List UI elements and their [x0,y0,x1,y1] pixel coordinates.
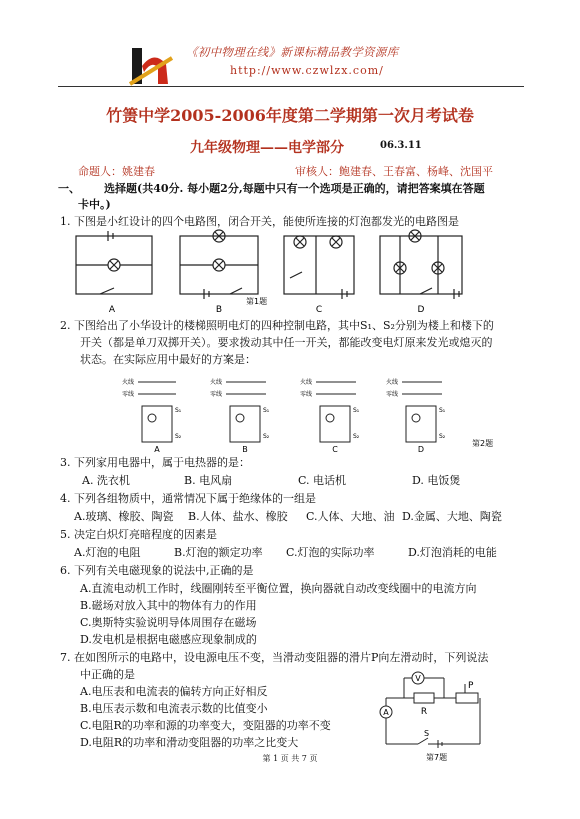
question-number: 1. [60,215,71,228]
wire-label-live: 火线 [210,379,223,386]
switch-label-s1: S₁ [439,407,446,414]
switch-label-s1: S₁ [263,407,270,414]
option-c: C.电阻R的功率和源的功率变大，变阻器的功率不变 [80,719,331,732]
question-5-text: 决定白炽灯亮暗程度的因素是 [74,528,217,541]
switch-label-s2: S₂ [353,433,360,440]
option-b: B. 电风扇 [184,474,233,487]
question-2-text-cont: 开关（都是单刀双掷开关）。要求拨动其中任一开关，都能改变电灯原来发光或熄灭的 [80,336,493,349]
figure-label-b: B [215,305,223,315]
question-2-text: 下图给出了小华设计的楼梯照明电灯的四种控制电路，其中S₁、S₂分别为楼上和楼下的 [74,319,494,332]
question-2-figure-caption: 第2题 [472,439,494,448]
question-number: 4. [60,492,71,505]
section-instructions-cont: 卡中。) [78,198,111,211]
wire-label-neutral: 零线 [122,391,135,398]
figure-label-a: A [154,445,160,454]
switch-label-s2: S₂ [439,433,446,440]
wire-label-live: 火线 [122,379,135,386]
question-7-figure-caption: 第7题 [426,753,448,762]
switch-label: S [424,729,430,738]
wire-label-live: 火线 [386,379,399,386]
question-1-figure [70,228,490,316]
option-b: B.人体、盐水、橡胶 [188,510,288,523]
option-d: D.电阻R的功率和滑动变阻器的功率之比变大 [80,736,299,749]
resistor-label: R [420,707,428,717]
section-instructions: 选择题(共40分. 每小题2分,每题中只有一个选项是正确的，请把答案填在答题 [104,182,485,195]
figure-label-d: D [417,305,425,315]
slider-label: P [468,681,474,691]
figure-label-b: B [242,445,248,454]
option-d: D.金属、大地、陶瓷 [402,510,502,523]
option-b: B.灯泡的额定功率 [174,546,263,559]
option-c: C.灯泡的实际功率 [286,546,375,559]
question-2-figure [120,372,520,456]
switch-label-s2: S₂ [175,433,182,440]
option-a: A.灯泡的电阻 [74,546,141,559]
option-a: A.电压表和电流表的偏转方向正好相反 [80,685,268,698]
exam-subtitle: 九年级物理——电学部分 [190,140,344,156]
question-4-text: 下列各组物质中，通常情况下属于绝缘体的一组是 [74,492,316,505]
switch-label-s1: S₁ [175,407,182,414]
option-d: D.发电机是根据电磁感应现象制成的 [80,633,257,646]
option-c: C.奥斯特实验说明导体周围存在磁场 [80,616,257,629]
option-a: A.玻璃、橡胶、陶瓷 [74,510,174,523]
question-number: 2. [60,319,71,332]
switch-label-s2: S₂ [263,433,270,440]
question-number: 7. [60,651,71,664]
exam-reviewers: 审核人：鲍建春、王春富、杨峰、沈国平 [295,165,493,178]
page-footer: 第 1 页 共 7 页 [262,754,318,763]
question-2-text-cont: 状态。在实际应用中最好的方案是： [80,353,256,366]
wire-label-neutral: 零线 [300,391,313,398]
option-b: B.电压表示数和电流表示数的比值变小 [80,702,268,715]
question-number: 6. [60,564,71,577]
question-6-text: 下列有关电磁现象的说法中,正确的是 [74,564,254,577]
exam-date: 06.3.11 [380,140,422,151]
ammeter-icon: A [383,708,389,717]
question-1-text: 下图是小红设计的四个电路图，闭合开关，能使所连接的灯泡都发光的电路图是 [74,215,459,228]
option-b: B.磁场对放入其中的物体有力的作用 [80,599,257,612]
header-divider [58,86,524,87]
figure-label-d: D [417,445,425,454]
option-d: D.灯泡消耗的电能 [408,546,497,559]
question-7-text: 在如图所示的电路中，设电源电压不变，当滑动变阻器的滑片P向左滑动时，下列说法 [74,651,489,664]
banner-url: http://www.czwlzx.com/ [230,64,384,77]
figure-label-c: C [332,445,338,454]
site-logo [128,44,176,90]
voltmeter-icon: V [415,674,421,683]
switch-label-s1: S₁ [353,407,360,414]
figure-label-c: C [315,305,323,315]
exam-title: 竹箦中学2005-2006年度第二学期第一次月考试卷 [106,106,474,125]
figure-label-a: A [108,305,116,315]
question-1-figure-caption: 第1题 [246,297,268,306]
wire-label-live: 火线 [300,379,313,386]
exam-setter: 命题人：姚建春 [78,165,155,178]
question-7-figure [370,670,500,762]
question-number: 5. [60,528,71,541]
option-d: D. 电饭煲 [412,474,461,487]
section-number: 一、 [58,182,80,195]
question-number: 3. [60,456,71,469]
wire-label-neutral: 零线 [386,391,399,398]
option-a: A.直流电动机工作时，线圈刚转至平衡位置，换向器就自动改变线圈中的电流方向 [80,582,477,595]
question-3-text: 下列家用电器中，属于电热器的是： [74,456,250,469]
banner-title: 《初中物理在线》新课标精品教学资源库 [186,45,399,59]
wire-label-neutral: 零线 [210,391,223,398]
option-a: A. 洗衣机 [82,474,130,487]
question-7-text-cont: 中正确的是 [80,668,135,681]
option-c: C.人体、大地、油 [306,510,395,523]
option-c: C. 电话机 [298,474,347,487]
